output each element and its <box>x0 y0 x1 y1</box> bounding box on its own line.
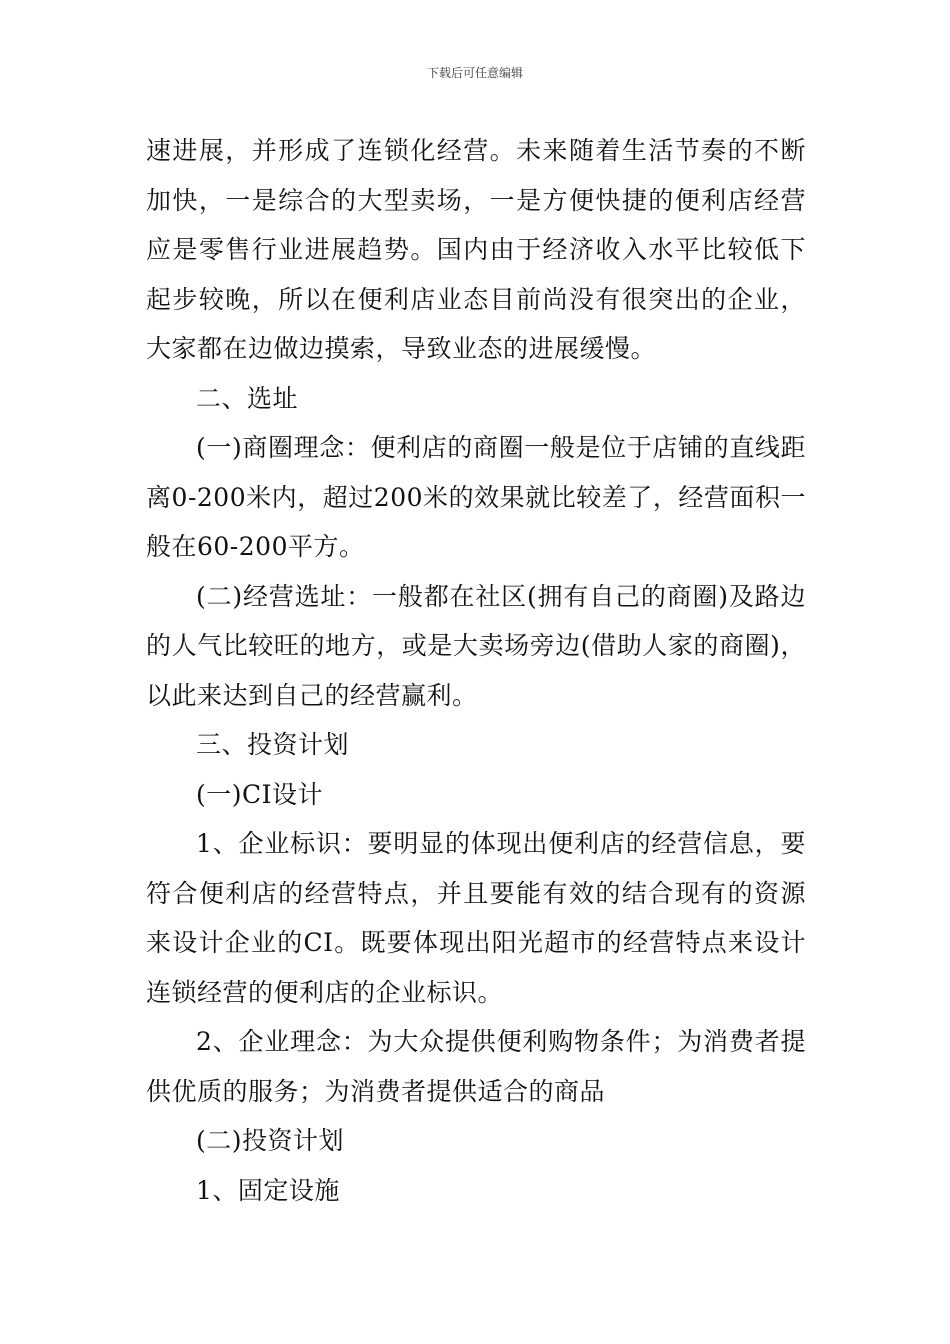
paragraph-corporate-logo: 1、企业标识：要明显的体现出便利店的经营信息，要符合便利店的经营特点，并且要能有效的结合现有的资源来设计企业的CI。既要体现出阳光超市的经营特点来设计连锁经营的便利店的企业标识。 <box>146 829 806 1007</box>
heading-investment-plan: 三、投资计划 <box>196 730 350 759</box>
paragraph-business-location: (二)经营选址：一般都在社区(拥有自己的商圈)及路边的人气比较旺的地方，或是大卖场旁边(借助人家的商圈)，以此来达到自己的经营赢利。 <box>146 581 807 710</box>
item-fixed-facilities: 1、固定设施 <box>196 1175 340 1205</box>
paragraph-corporate-philosophy: 2、企业理念：为大众提供便利购物条件；为消费者提供优质的服务；为消费者提供适合的商品 <box>146 1027 806 1106</box>
heading-site-selection: 二、选址 <box>196 383 299 413</box>
paragraph-trade-area: (一)商圈理念：便利店的商圈一般是位于店铺的直线距离0-200米内，超过200米的效果就比较差了，经营面积一般在60-200平方。 <box>146 433 806 561</box>
page-header: 下载后可任意编辑 <box>426 66 523 80</box>
paragraph-continuation: 速进展，并形成了连锁化经营。未来随着生活节奏的不断加快，一是综合的大型卖场，一是方便快捷的便利店经营应是零售行业进展趋势。国内由于经济收入水平比较低下起步较晚，所以在便利店业态目前尚没有很突出的企业，大家都在边做边摸索，导致业态的进展缓慢。 <box>146 136 806 363</box>
subheading-investment-plan: (二)投资计划 <box>196 1126 345 1155</box>
subheading-ci-design: (一)CI设计 <box>196 779 324 809</box>
document-body <box>146 126 806 1215</box>
